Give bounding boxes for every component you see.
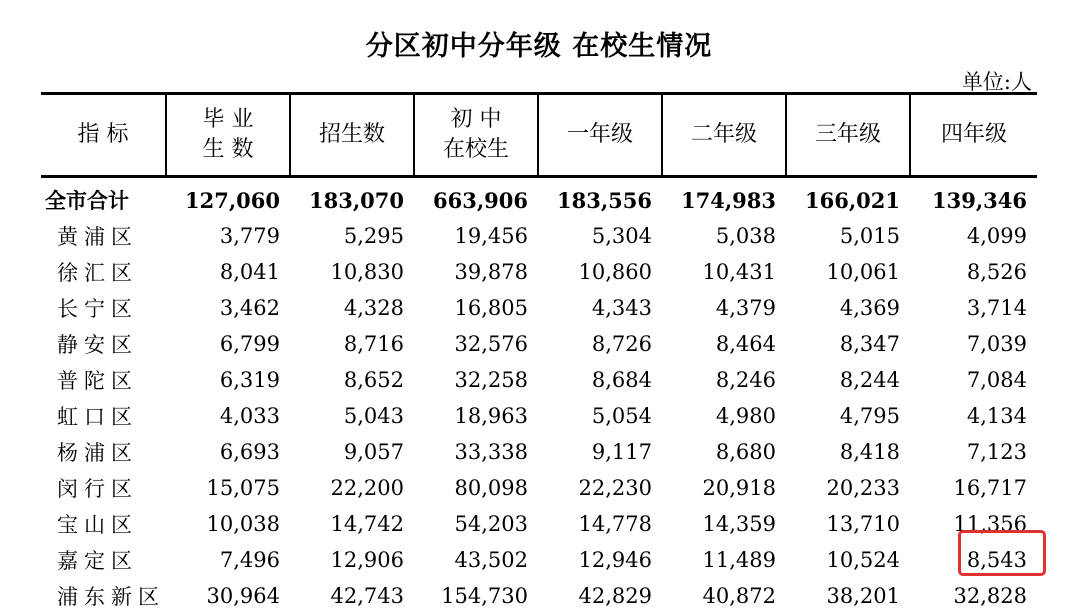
table-cell: 13,710 [786,506,910,542]
table-cell: 5,043 [290,398,414,434]
table-cell: 39,878 [414,254,538,290]
table-cell: 4,134 [910,398,1037,434]
table-cell: 4,980 [662,398,786,434]
district-name: 杨浦区 [41,434,166,470]
table-cell: 5,054 [538,398,662,434]
table-cell: 14,742 [290,506,414,542]
column-header: 指 标 [41,94,166,177]
table-cell: 15,075 [166,470,290,506]
table-cell: 10,860 [538,254,662,290]
table-cell: 54,203 [414,506,538,542]
table-cell: 10,524 [786,542,910,578]
table-body [41,177,1037,614]
table-row [41,470,1037,506]
table-cell: 8,716 [290,326,414,362]
table-cell: 14,778 [538,506,662,542]
table-cell: 8,726 [538,326,662,362]
table-cell: 5,038 [662,218,786,254]
table-cell: 38,201 [786,578,910,614]
table-cell: 166,021 [786,177,910,219]
district-name: 宝山区 [41,506,166,542]
district-name: 黄浦区 [41,218,166,254]
table-cell: 4,795 [786,398,910,434]
district-name: 静安区 [41,326,166,362]
table-cell: 8,347 [786,326,910,362]
table-cell: 5,295 [290,218,414,254]
table-cell: 32,576 [414,326,538,362]
table-cell: 4,033 [166,398,290,434]
header-row [41,94,1037,177]
table-cell: 7,496 [166,542,290,578]
table-cell: 5,015 [786,218,910,254]
column-header: 招生数 [290,94,414,177]
district-name: 徐汇区 [41,254,166,290]
district-name: 闵行区 [41,470,166,506]
table-cell: 6,799 [166,326,290,362]
table-cell: 139,346 [910,177,1037,219]
table-cell: 22,230 [538,470,662,506]
district-name: 全市合计 [41,177,166,219]
district-name: 长宁区 [41,290,166,326]
table-cell: 30,964 [166,578,290,614]
table-cell: 10,061 [786,254,910,290]
table-cell: 7,123 [910,434,1037,470]
table-cell: 4,343 [538,290,662,326]
table-cell: 8,464 [662,326,786,362]
table-row [41,177,1037,219]
column-header: 初 中 在校生 [414,94,538,177]
table-cell: 8,684 [538,362,662,398]
table-cell: 12,906 [290,542,414,578]
table-cell: 8,652 [290,362,414,398]
table-cell: 3,714 [910,290,1037,326]
table-cell: 8,543 [910,542,1037,578]
district-name: 虹口区 [41,398,166,434]
table-cell: 10,038 [166,506,290,542]
table-cell: 9,057 [290,434,414,470]
table-cell: 20,918 [662,470,786,506]
table-row [41,290,1037,326]
column-header: 毕 业 生 数 [166,94,290,177]
table-cell: 3,779 [166,218,290,254]
table-cell: 10,431 [662,254,786,290]
table-cell: 4,328 [290,290,414,326]
table-row [41,326,1037,362]
table-cell: 4,379 [662,290,786,326]
table-cell: 20,233 [786,470,910,506]
table-row [41,218,1037,254]
table-cell: 8,526 [910,254,1037,290]
table-row [41,542,1037,578]
table-cell: 22,200 [290,470,414,506]
table-cell: 11,489 [662,542,786,578]
table-cell: 6,693 [166,434,290,470]
table-cell: 6,319 [166,362,290,398]
unit-label: 单位:人 [962,66,1032,96]
table-row [41,506,1037,542]
column-header: 三年级 [786,94,910,177]
page-title: 分区初中分年级 在校生情况 [0,24,1078,63]
table-cell: 9,117 [538,434,662,470]
district-name: 普陀区 [41,362,166,398]
table-cell: 183,556 [538,177,662,219]
table-row [41,398,1037,434]
table-cell: 663,906 [414,177,538,219]
table-cell: 127,060 [166,177,290,219]
column-header: 二年级 [662,94,786,177]
table-row [41,362,1037,398]
table-cell: 7,039 [910,326,1037,362]
column-header: 一年级 [538,94,662,177]
column-header: 四年级 [910,94,1037,177]
table-cell: 5,304 [538,218,662,254]
table-cell: 4,369 [786,290,910,326]
table-cell: 12,946 [538,542,662,578]
table-cell: 16,805 [414,290,538,326]
table-cell: 40,872 [662,578,786,614]
table-cell: 7,084 [910,362,1037,398]
enrollment-table [41,92,1037,614]
district-name: 浦东新区 [41,578,166,614]
table-cell: 154,730 [414,578,538,614]
table-cell: 80,098 [414,470,538,506]
table-cell: 11,356 [910,506,1037,542]
table-cell: 14,359 [662,506,786,542]
table-cell: 32,258 [414,362,538,398]
table-cell: 32,828 [910,578,1037,614]
table-cell: 8,246 [662,362,786,398]
table-cell: 3,462 [166,290,290,326]
table-row [41,254,1037,290]
table-cell: 16,717 [910,470,1037,506]
table-cell: 8,418 [786,434,910,470]
table-cell: 8,041 [166,254,290,290]
table-row [41,434,1037,470]
table-cell: 42,743 [290,578,414,614]
district-name: 嘉定区 [41,542,166,578]
table-cell: 10,830 [290,254,414,290]
table-cell: 42,829 [538,578,662,614]
table-cell: 18,963 [414,398,538,434]
table-cell: 43,502 [414,542,538,578]
table-cell: 174,983 [662,177,786,219]
table-cell: 8,680 [662,434,786,470]
table-cell: 8,244 [786,362,910,398]
table-cell: 33,338 [414,434,538,470]
table-cell: 19,456 [414,218,538,254]
highlight-box [958,530,1046,576]
table-cell: 4,099 [910,218,1037,254]
table-cell: 183,070 [290,177,414,219]
table-row [41,578,1037,614]
